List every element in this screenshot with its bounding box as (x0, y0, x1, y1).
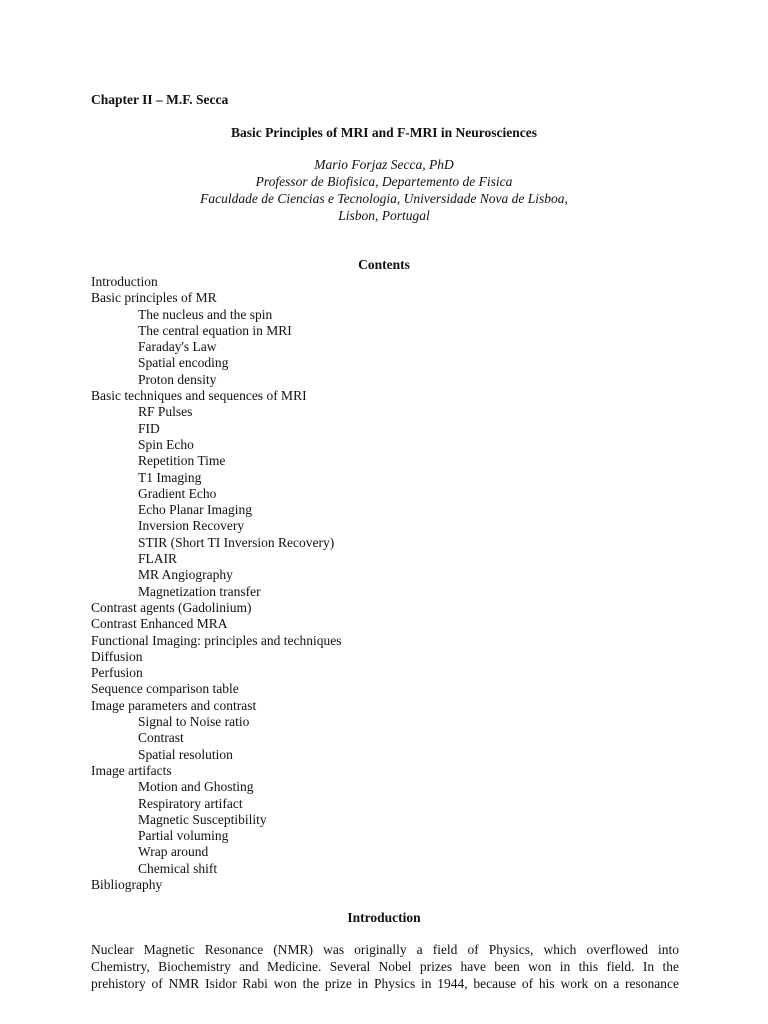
toc-subsection: T1 Imaging (138, 469, 202, 485)
toc-subsection: Wrap around (138, 844, 209, 860)
toc-subsection: RF Pulses (138, 404, 193, 420)
table-of-contents (91, 274, 341, 893)
introduction-heading: Introduction (347, 910, 421, 925)
toc-section: Basic principles of MR (91, 290, 217, 306)
toc-subsection: Signal to Noise ratio (138, 714, 250, 730)
toc-section: Diffusion (91, 648, 143, 664)
toc-section: Functional Imaging: principles and techniques (91, 632, 342, 648)
toc-subsection: Spatial encoding (138, 355, 229, 371)
toc-subsection: STIR (Short TI Inversion Recovery) (138, 534, 335, 550)
toc-subsection: Spatial resolution (138, 746, 233, 762)
toc-section: Contrast agents (Gadolinium) (91, 599, 252, 615)
toc-subsection: Partial voluming (138, 828, 229, 844)
paragraph-line: prehistory of NMR Isidor Rabi won the prize in Physics in 1944, because of his work on a resonance (91, 976, 679, 991)
toc-section: Sequence comparison table (91, 681, 239, 697)
introduction-paragraph (91, 941, 679, 992)
author-location: Lisbon, Portugal (338, 208, 430, 223)
toc-subsection: Motion and Ghosting (138, 779, 254, 795)
toc-section: Image parameters and contrast (91, 697, 257, 713)
toc-subsection: The nucleus and the spin (138, 306, 273, 322)
toc-subsection: FID (138, 420, 160, 436)
toc-subsection: The central equation in MRI (138, 322, 292, 338)
author-affiliation: Faculdade de Ciencias e Tecnologia, Universidade Nova de Lisboa, (200, 191, 568, 206)
author-name: Mario Forjaz Secca, PhD (314, 157, 454, 172)
toc-subsection: Contrast (138, 730, 184, 746)
toc-subsection: FLAIR (138, 551, 178, 567)
paragraph-line: Nuclear Magnetic Resonance (NMR) was originally a field of Physics, which overflowed into (91, 942, 679, 957)
toc-subsection: Faraday's Law (138, 339, 217, 355)
contents-heading: Contents (358, 257, 410, 272)
toc-section: Perfusion (91, 665, 143, 681)
toc-subsection: Magnetic Susceptibility (138, 811, 267, 827)
chapter-heading: Chapter II – M.F. Secca (91, 92, 229, 107)
toc-subsection: Chemical shift (138, 860, 218, 876)
toc-subsection: MR Angiography (138, 567, 233, 583)
toc-section: Basic techniques and sequences of MRI (91, 388, 307, 404)
toc-subsection: Inversion Recovery (138, 518, 245, 534)
toc-section: Introduction (91, 274, 158, 289)
toc-subsection: Repetition Time (138, 453, 226, 469)
author-position: Professor de Biofisica, Departemento de Fisica (255, 174, 513, 189)
toc-section: Contrast Enhanced MRA (91, 616, 228, 632)
toc-section: Bibliography (91, 876, 163, 892)
toc-subsection: Echo Planar Imaging (138, 502, 252, 518)
toc-subsection: Respiratory artifact (138, 795, 243, 811)
toc-section: Image artifacts (91, 762, 172, 778)
document-title: Basic Principles of MRI and F-MRI in Neurosciences (230, 125, 538, 140)
toc-subsection: Magnetization transfer (138, 583, 261, 599)
paragraph-line: Chemistry, Biochemistry and Medicine. Several Nobel prizes have been won in this field. In the (91, 959, 679, 974)
toc-subsection: Spin Echo (138, 436, 194, 452)
toc-subsection: Gradient Echo (138, 485, 217, 501)
toc-subsection: Proton density (138, 371, 217, 387)
